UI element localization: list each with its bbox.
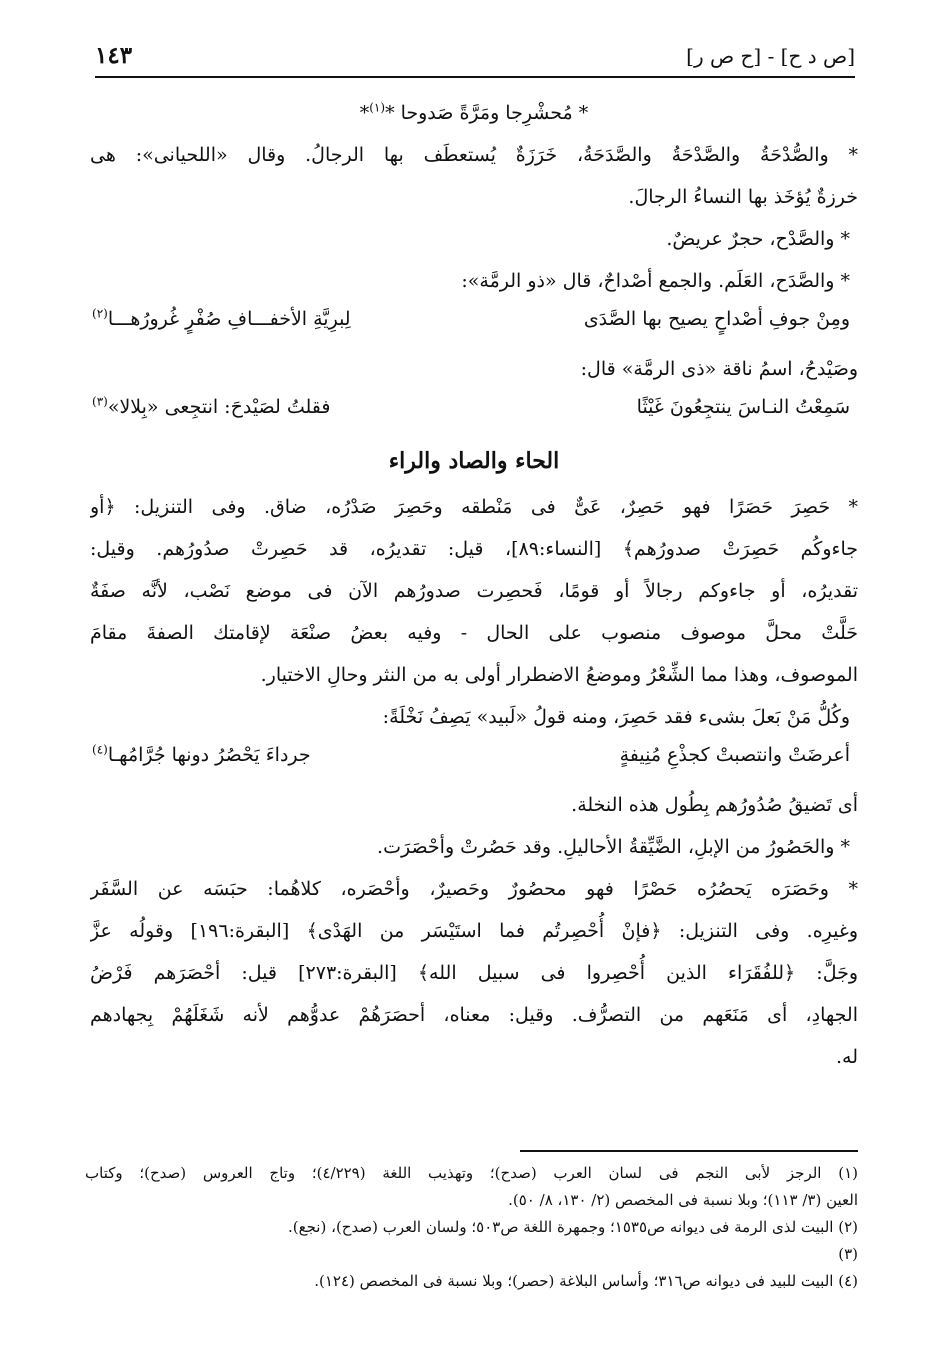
page-number: ١٤٣ — [95, 42, 133, 69]
star-mark: * — [359, 102, 370, 124]
paragraph-line: وغيرِه. وفى التنزيل: ﴿فإنْ أُحْصِرتُم فما استَيْسَر من الهَدْى﴾ [البقرة:١٩٦] وقولُه عزَّ — [90, 920, 858, 942]
footnote-ref: (٣) — [92, 394, 108, 409]
section-title: الحاء والصاد والراء — [388, 448, 560, 474]
footnote-ref: (٢) — [92, 306, 108, 321]
paragraph-line: * والصَّدْح، حجرٌ عريضٌ. — [666, 228, 850, 250]
text: حَصِرَ حَصَرًا فهو حَصِرٌ، عَىٌّ فى مَنْطقه وحَصِرَ صَدْرُه، ضاق. وفى التنزيل: ﴿أو — [90, 496, 831, 518]
paragraph-line: * والصَّدَح، العَلَم. والجمع أصْداحٌ، قال «ذو الرمَّة»: — [461, 270, 850, 292]
verse-hemistich-first: سَمِعْتُ النـاسَ ينتجِعُونَ غَيْثًا — [636, 396, 850, 418]
verse — [90, 390, 858, 436]
text: جرداءَ يَحْصُرُ دونها جُرَّامُهـا — [107, 744, 311, 766]
footnote-rule — [520, 1150, 858, 1152]
paragraph-line: تقديرُه، أو جاءوكم رجالاً أو قومًا، فَحصِرت صدورُهم الآن فى موضع نَصْب، لأنَّه صفَةٌ — [90, 580, 858, 602]
paragraph-line: أى تَضيقُ صُدُورُهم بِطُول هذه النخلة. — [571, 794, 858, 816]
paragraph-line: * وحَصَرَه يَحصُرُه حَصْرًا فهو محصُورٌ وحَصيرٌ، وأحْصَره، كلاهُما: حبَسَه عن السَّفَر — [90, 878, 858, 900]
rajaz-line — [90, 92, 858, 134]
text: لِبرِيَّةِ الأخفـــافِ صُفْرٍ غُرورُهـــا — [107, 308, 351, 330]
paragraph-line: وصَيْدحُ، اسمُ ناقة «ذى الرمَّة» قال: — [580, 358, 858, 380]
paragraph-line: خرزةٌ يُؤخَذ بها النساءُ الرجالَ. — [628, 186, 858, 208]
text: فقلتُ لصَيْدحَ: انتجِعى «بِلالا» — [107, 396, 331, 418]
paragraph-line: الموصوف، وهذا مما الشِّعْرُ وموضعُ الاضطرار أولى به من النثر وحالِ الاختيار. — [260, 664, 858, 686]
paragraph-line: * والحَصُورُ من الإبلِ، الضَّيِّقةُ الأحاليلِ. وقد حَصُرتْ وأحْصَرَت. — [377, 836, 850, 858]
paragraph-line: وكُلُّ مَنْ بَعلَ بشىء فقد حَصِرَ، ومنه قولُ «لَبيد» يَصِفُ نَخْلَةً: — [382, 706, 850, 728]
footnote-line: (٤) البيت للبيد فى ديوانه ص٣١٦؛ وأساس البلاغة (حصر)؛ وبلا نسبة فى المخصص (١٢٤). — [314, 1272, 858, 1290]
paragraph-line: حَلَّتْ محلَّ موصوف منصوب على الحال - وفيه بعضُ صنْعَة لإقامتك الصفةَ مقامَ — [90, 622, 858, 644]
verse — [90, 738, 858, 784]
footnote-ref: (٤) — [92, 742, 108, 757]
paragraph-line — [90, 486, 858, 528]
verse-hemistich-second — [92, 396, 331, 418]
paragraph-line: * والصُّدْحَةُ والصَّدْحَةُ والصَّدَحَةُ، خَرَزَةٌ يُستعطَف بها الرجالُ. وقال «اللحيانى»: هى — [90, 144, 858, 166]
verse-hemistich-second — [92, 308, 351, 330]
paragraph-line: جاءوكُم حَصِرَتْ صدورُهم﴾ [النساء:٨٩]، قيل: تقديرُه، قد حَصِرتْ صدُورُهم. وقيل: — [90, 538, 858, 560]
paragraph-line: له. — [835, 1046, 858, 1068]
page-header — [95, 40, 855, 72]
paragraph-line: وجَلَّ: ﴿للفُقَرَاء الذين أُحْصِروا فى سبيل الله﴾ [البقرة:٢٧٣] قيل: أحْصَرَهم فَرْضُ — [90, 962, 858, 984]
footnote-line: العين (٣/ ١١٣)؛ وبلا نسبة فى المخصص (٢/ ١٣٠، ٨/ ٥٠). — [508, 1191, 858, 1209]
paragraph-line: الجهادِ، أى مَنَعَهم من التصرُّف. وقيل: معناه، أحصَرَهُمْ عدوُّهم لأنه شَغَلَهُمْ بِجهادهم — [90, 1004, 858, 1026]
header-rule — [95, 76, 855, 78]
root-range-header: [ص د ح] - [ح ص ر] — [686, 44, 855, 68]
verse — [90, 302, 858, 348]
verse-hemistich-first: أعرضَتْ وانتصبتْ كجذْعِ مُنِيفةٍ — [619, 744, 850, 766]
footnote-ref: (١) — [369, 100, 386, 115]
footnote-line: (١) الرجز لأبى النجم فى لسان العرب (صدح)؛ وتهذيب اللغة (٤/٢٢٩)؛ وتاج العروس (صدح)؛ وكتاب — [85, 1164, 858, 1182]
text: * مُحشْرِجا ومَرَّةً صَدوحا * — [385, 102, 589, 124]
footnote-line: (٢) البيت لذى الرمة فى ديوانه ص١٥٣٥؛ وجمهرة اللغة ص٥٠٣؛ ولسان العرب (صدح)، (نجع). — [288, 1218, 858, 1236]
star-mark: * — [848, 496, 858, 518]
verse-hemistich-first: ومِنْ جوفِ أصْداحٍ يصيح بها الصَّدَى — [583, 308, 850, 330]
footnote-line: (٣) — [838, 1245, 858, 1263]
page-body — [90, 92, 858, 1078]
verse-hemistich-second — [92, 744, 311, 766]
footnotes — [85, 1160, 858, 1295]
